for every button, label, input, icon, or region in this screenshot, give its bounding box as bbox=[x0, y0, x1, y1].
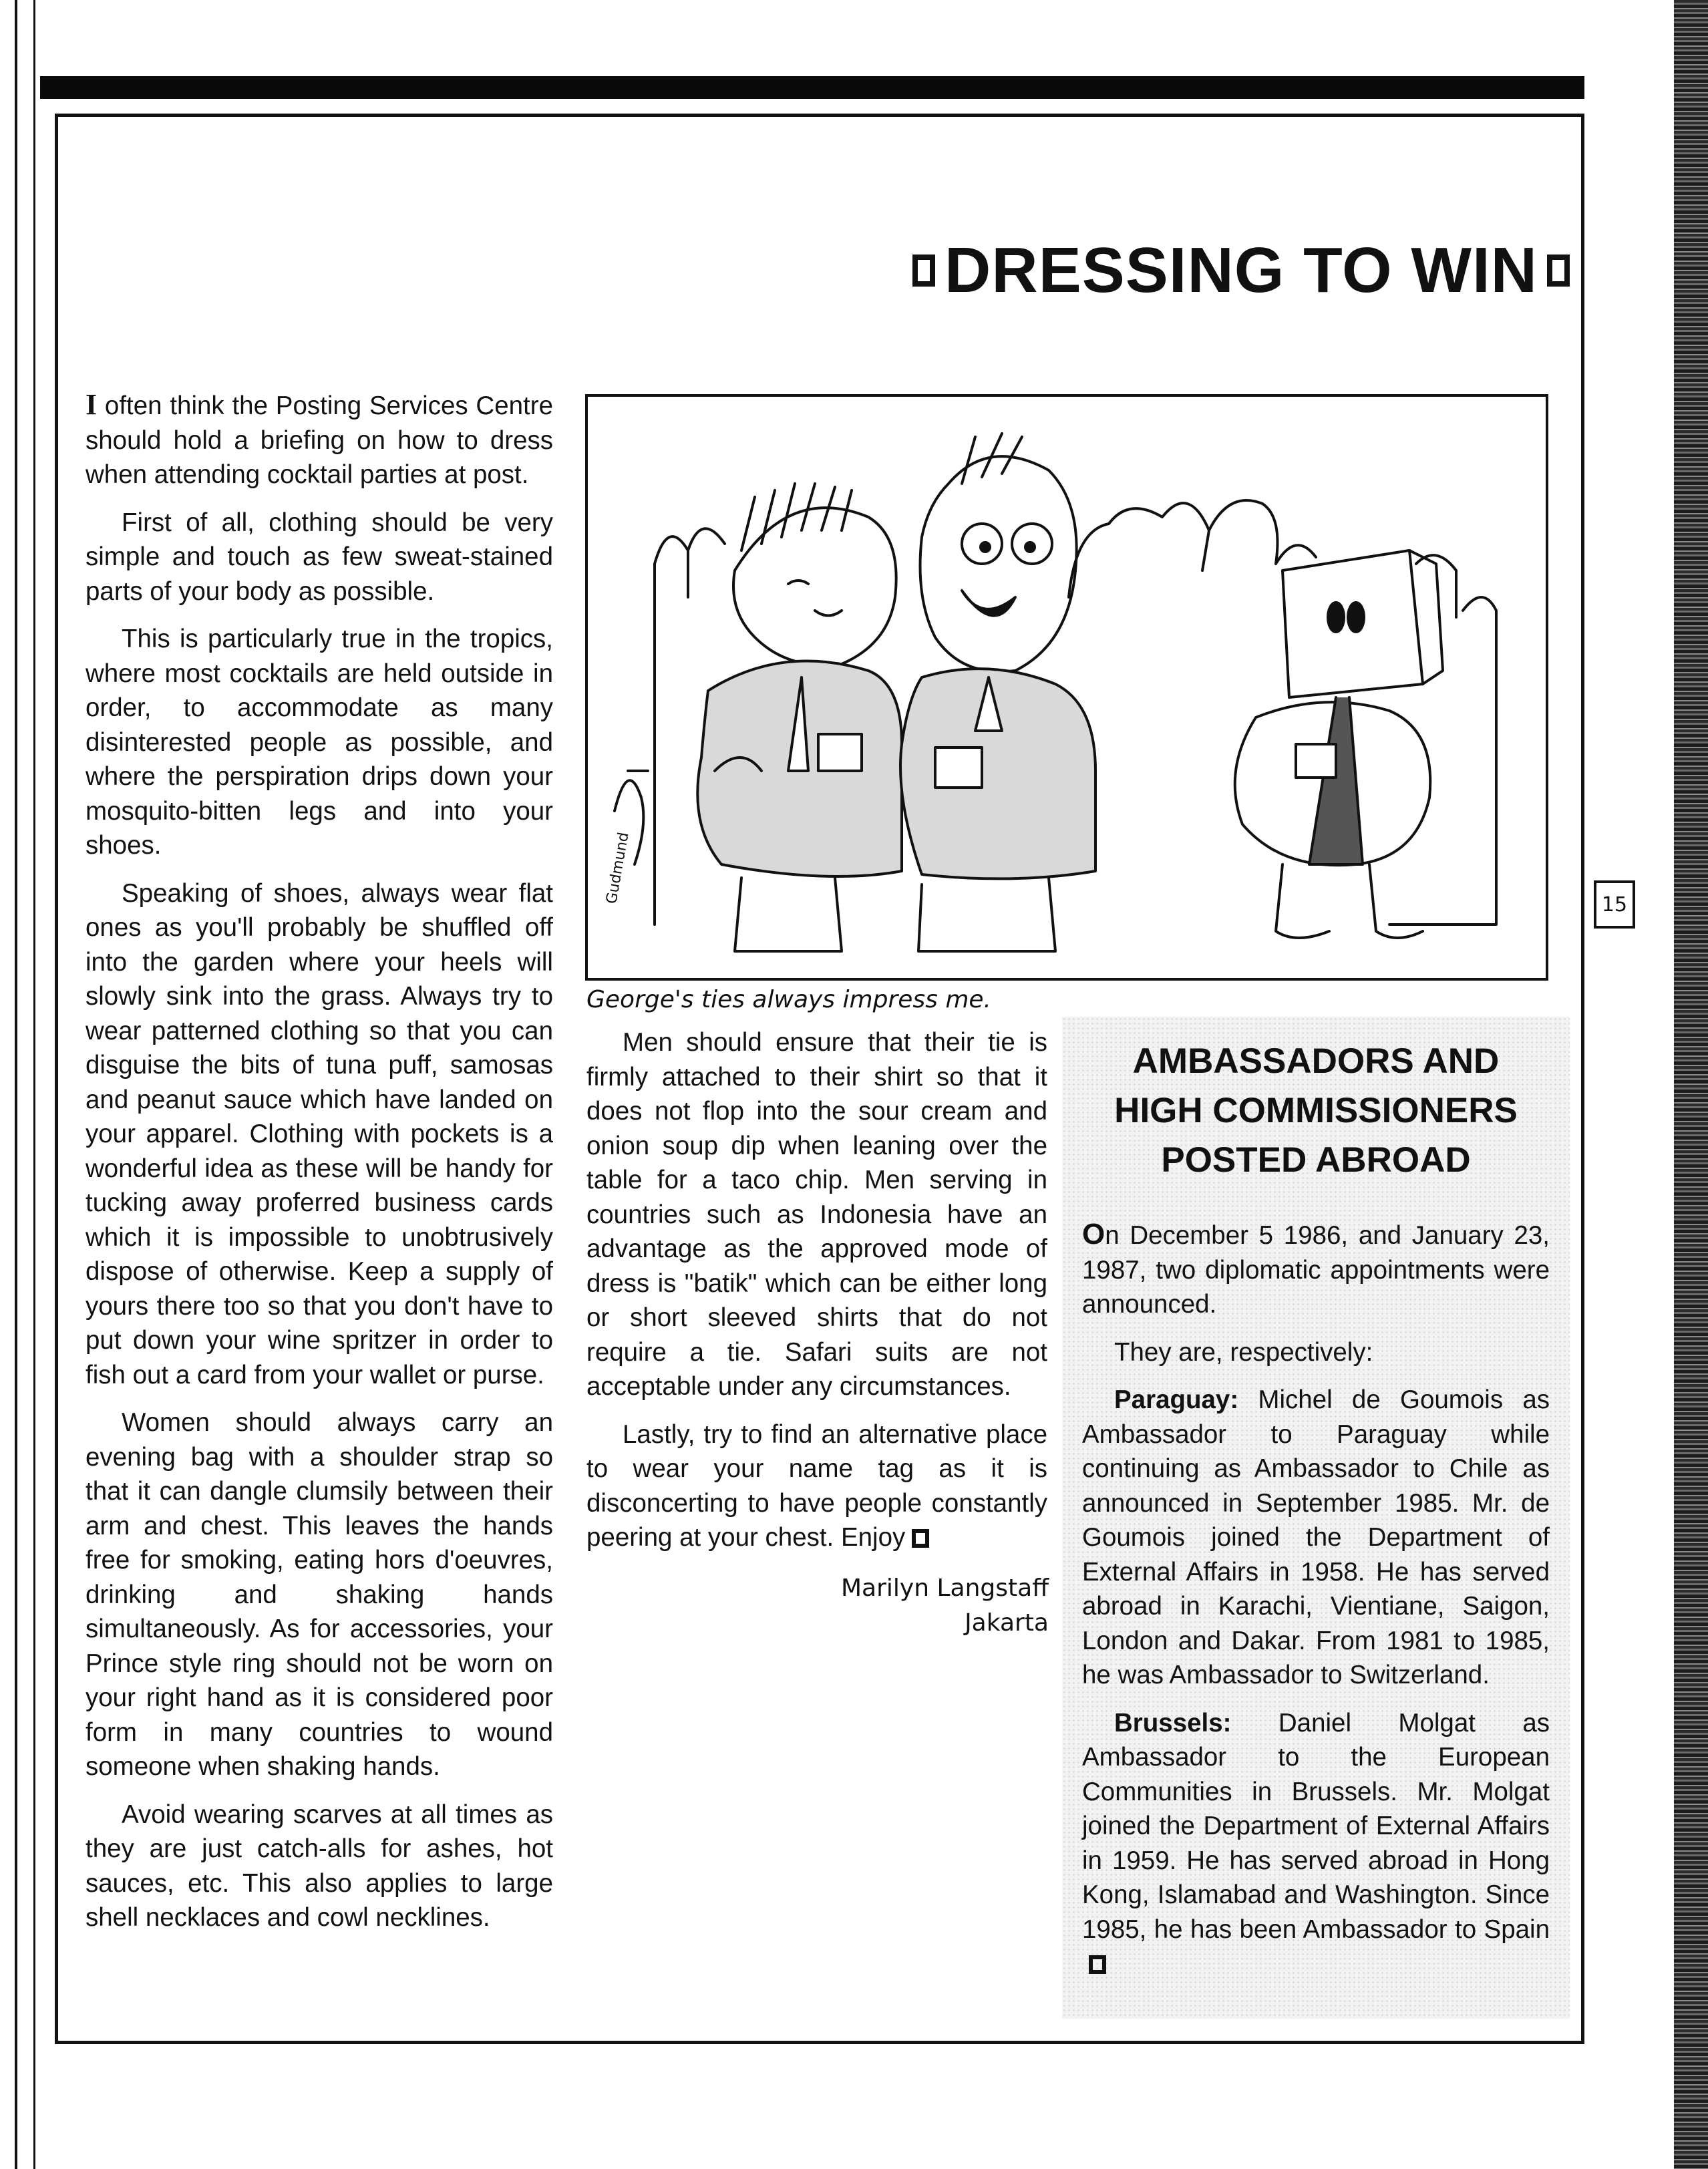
sidebar-box bbox=[1062, 1017, 1570, 2019]
entry-place: Paraguay: bbox=[1114, 1385, 1239, 1414]
article-title-text: DRESSING TO WIN bbox=[945, 234, 1538, 306]
box-bullet-icon bbox=[1547, 255, 1570, 287]
sidebar-title: AMBASSADORS AND HIGH COMMISSIONERS POSTED ABROAD bbox=[1114, 1041, 1518, 1180]
paragraph: On December 5 1986, and January 23, 1987, two diplomatic appointments were announced. bbox=[1082, 1218, 1550, 1319]
left-margin-rule bbox=[15, 0, 17, 2169]
top-rule bbox=[40, 76, 1584, 99]
cartoon-drawing bbox=[588, 397, 1546, 978]
author-name: Marilyn Langstaff bbox=[840, 1574, 1049, 1602]
sidebar-body bbox=[1082, 1217, 1550, 1995]
article-title bbox=[842, 230, 1570, 311]
left-margin-rule-2 bbox=[33, 0, 35, 2169]
paragraph: Brussels: Daniel Molgat as Ambassador to the European Communities in Brussels. Mr. Molgat joined the Department of External Affairs in 1959. He has served abroad in Hong Kong, Islamabad and Washington. Since 1985, he has been Ambassador to Spain bbox=[1082, 1706, 1550, 1981]
paragraph: Women should always carry an evening bag with a shoulder strap so that it can dangle clumsily between their arm and chest. This leaves the hands free for smoking, eating hors d'oeuvres, drinking and shaking hands simultaneously. As for accessories, your Prince style ring should not be worn on your right hand as it is considered poor form in many countries to wound someone when shaking hands. bbox=[86, 1408, 553, 1781]
paragraph: Lastly, try to find an alternative place to wear your name tag as it is disconcerting to have people constantly peering at your chest. Enjoy bbox=[586, 1420, 1047, 1552]
page-number: 15 bbox=[1594, 880, 1635, 929]
author-location: Jakarta bbox=[965, 1609, 1049, 1637]
end-mark-icon bbox=[1089, 1955, 1106, 1974]
end-mark-icon bbox=[912, 1529, 929, 1548]
cartoon-artist-signature: Gudmund bbox=[603, 831, 633, 906]
paragraph: This is particularly true in the tropics, where most cocktails are held outside in order, to accommodate as many disinterested people as possible, and where the perspiration drips down your mosquito-bitten legs and into your shoes. bbox=[86, 625, 553, 860]
article-column-2 bbox=[586, 1025, 1047, 1568]
drop-cap: O bbox=[1082, 1218, 1105, 1250]
drop-cap: I bbox=[86, 388, 98, 421]
scan-edge bbox=[1674, 0, 1708, 2169]
paragraph: They are, respectively: bbox=[1114, 1337, 1373, 1367]
paragraph: Speaking of shoes, always wear flat ones as you'll probably be shuffled off into the garden where your heels will slowly sink into the grass. Always try to wear patterned clothing so that you can disguise the bits of tuna puff, samosas and peanut sauce which have landed on your apparel. Clothing with pockets is a wonderful idea as these will be handy for tucking away proferred business cards which it is impossible to unobtrusively dispose of otherwise. Keep a supply of yours there too so that you don't have to put down your wine spritzer in order to fish out a card from your wallet or purse. bbox=[86, 878, 553, 1389]
box-bullet-icon bbox=[912, 255, 935, 287]
article-column-1 bbox=[86, 387, 553, 1949]
paragraph: First of all, clothing should be very simple and touch as few sweat-stained parts of your body as possible. bbox=[86, 508, 553, 606]
cartoon-caption: George's ties always impress me. bbox=[586, 986, 991, 1013]
paragraph: Men should ensure that their tie is firmly attached to their shirt so that it does not flop into the sour cream and onion soup dip when leaning over the table for a taco chip. Men serving in countries such as Indonesia have an advantage as the approved mode of dress is "batik" which can be either long or short sleeved shirts that do not require a tie. Safari suits are not acceptable under any circumstances. bbox=[586, 1028, 1047, 1401]
cartoon-illustration bbox=[585, 394, 1548, 981]
paragraph: Avoid wearing scarves at all times as they are just catch-alls for ashes, hot sauces, etc. This also applies to large shell necklaces and cowl necklines. bbox=[86, 1800, 553, 1932]
author-signature bbox=[735, 1571, 1049, 1641]
entry-place: Brussels: bbox=[1114, 1708, 1232, 1737]
paragraph: Paraguay: Michel de Goumois as Ambassador to Paraguay while continuing as Ambassador to Chile as announced in September 1985. Mr. de Goumois joined the Department of External Affairs in 1958. He has served abroad in Karachi, Vientiane, Saigon, London and Dakar. From 1981 to 1985, he was Ambassador to Switzerland. bbox=[1082, 1385, 1550, 1689]
paragraph: I often think the Posting Services Centre should hold a briefing on how to dress when attending cocktail parties at post. bbox=[86, 388, 553, 489]
